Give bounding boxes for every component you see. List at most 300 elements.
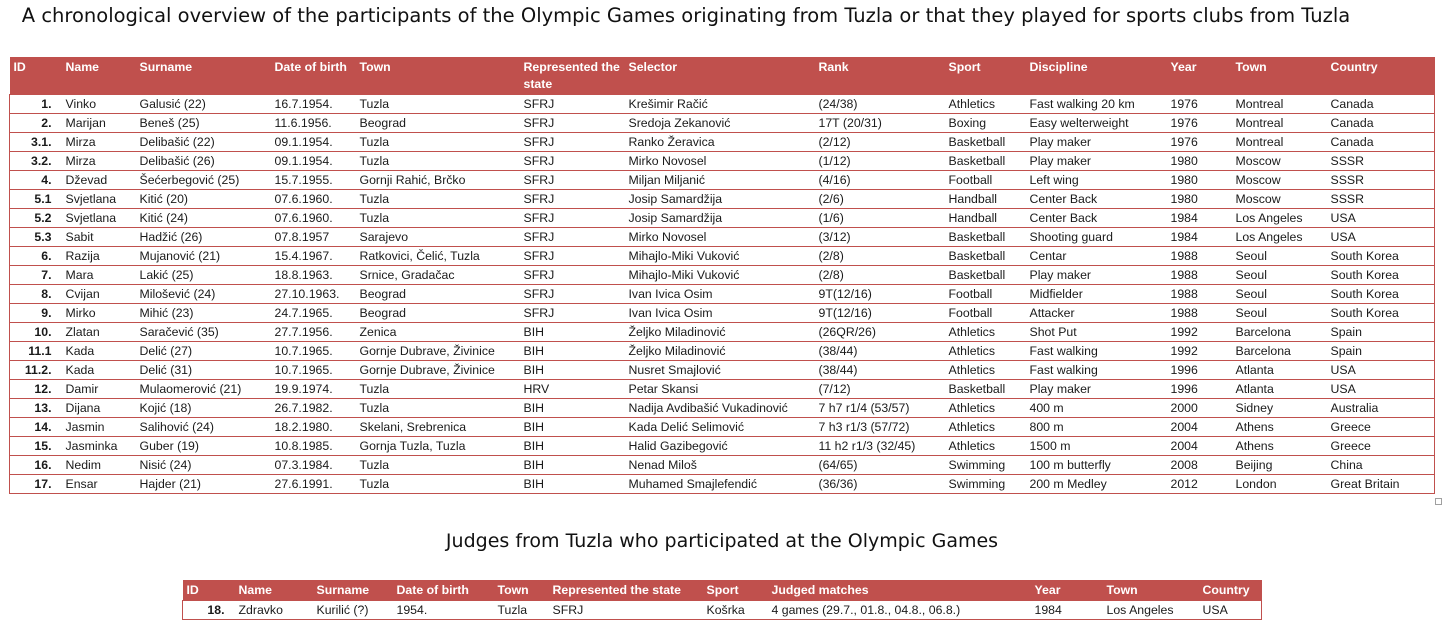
table-cell: Mihić (23) (136, 304, 271, 323)
table-cell: Play maker (1026, 380, 1167, 399)
table-cell: 27.7.1956. (271, 323, 356, 342)
table-cell: Mulaomerović (21) (136, 380, 271, 399)
table-cell: 1988 (1167, 247, 1232, 266)
table-cell: 1976 (1167, 114, 1232, 133)
table-cell: 1996 (1167, 361, 1232, 380)
table-cell: 7 h7 r1/4 (53/57) (815, 399, 945, 418)
judges-title: Judges from Tuzla who participated at the Olympic Games (445, 530, 999, 552)
table-row (10, 95, 1435, 114)
table-cell: (2/8) (815, 247, 945, 266)
table-cell: 09.1.1954. (271, 152, 356, 171)
table-cell: 10.8.1985. (271, 437, 356, 456)
table-cell: SFRJ (520, 190, 625, 209)
table-row (10, 323, 1435, 342)
table-cell: Easy welterweight (1026, 114, 1167, 133)
table-row (10, 475, 1435, 494)
table-cell: Tuzla (356, 399, 520, 418)
table-cell: (24/38) (815, 95, 945, 114)
table-cell: Dijana (62, 399, 136, 418)
row-id: 10. (10, 323, 62, 342)
table-cell: Fast walking 20 km (1026, 95, 1167, 114)
table-cell: Tuzla (356, 152, 520, 171)
column-header: Rank (815, 57, 945, 95)
table-cell: SFRJ (520, 266, 625, 285)
table-cell: Center Back (1026, 190, 1167, 209)
table-cell: 07.3.1984. (271, 456, 356, 475)
table-cell: 1984 (1167, 228, 1232, 247)
table-cell: BIH (520, 361, 625, 380)
table-cell: Play maker (1026, 266, 1167, 285)
table-cell: 2004 (1167, 437, 1232, 456)
table-cell: SSSR (1327, 152, 1435, 171)
table-row (10, 418, 1435, 437)
table-cell: Swimming (945, 475, 1026, 494)
row-id: 2. (10, 114, 62, 133)
table-cell: Boxing (945, 114, 1026, 133)
table-cell: (38/44) (815, 361, 945, 380)
row-id: 16. (10, 456, 62, 475)
table-cell: (7/12) (815, 380, 945, 399)
table-cell: 1984 (1031, 601, 1103, 620)
table-cell: Canada (1327, 114, 1435, 133)
table-cell: 1954. (393, 601, 494, 620)
table-cell: South Korea (1327, 285, 1435, 304)
table-cell: USA (1327, 209, 1435, 228)
table-cell: Los Angeles (1232, 228, 1327, 247)
table-cell: Barcelona (1232, 323, 1327, 342)
table-cell: Beograd (356, 304, 520, 323)
table-cell: Swimming (945, 456, 1026, 475)
table-cell: 07.8.1957 (271, 228, 356, 247)
table-cell: 1984 (1167, 209, 1232, 228)
table-cell: Nedim (62, 456, 136, 475)
column-header: Year (1031, 580, 1103, 601)
row-id: 1. (10, 95, 62, 114)
participants-table (9, 57, 1435, 494)
table-cell: Fast walking (1026, 342, 1167, 361)
table-cell: Sredoja Zekanović (625, 114, 815, 133)
table-cell: BIH (520, 437, 625, 456)
row-id: 11.1 (10, 342, 62, 361)
table-row (10, 247, 1435, 266)
table-cell: Sabit (62, 228, 136, 247)
table-cell: Tuzla (494, 601, 549, 620)
table-cell: Football (945, 304, 1026, 323)
table-cell: (26QR/26) (815, 323, 945, 342)
table-cell: Milošević (24) (136, 285, 271, 304)
table-cell: Svjetlana (62, 209, 136, 228)
table-cell: Josip Samardžija (625, 190, 815, 209)
table-cell: Nadija Avdibašić Vukadinović (625, 399, 815, 418)
table-cell: 07.6.1960. (271, 209, 356, 228)
table-cell: BIH (520, 456, 625, 475)
table-row (10, 285, 1435, 304)
table-cell: Shooting guard (1026, 228, 1167, 247)
column-header: Town (1103, 580, 1199, 601)
table-cell: Kada (62, 342, 136, 361)
column-header: Selector (625, 57, 815, 95)
table-cell: 100 m butterfly (1026, 456, 1167, 475)
row-id: 4. (10, 171, 62, 190)
column-header: Surname (313, 580, 393, 601)
table-cell: Mujanović (21) (136, 247, 271, 266)
table-cell: Gornje Dubrave, Živinice (356, 342, 520, 361)
table-cell: 9T(12/16) (815, 304, 945, 323)
table-cell: Tuzla (356, 133, 520, 152)
table-cell: Mara (62, 266, 136, 285)
table-cell: 1976 (1167, 95, 1232, 114)
table-cell: 18.8.1963. (271, 266, 356, 285)
row-id: 6. (10, 247, 62, 266)
table-cell: SFRJ (520, 304, 625, 323)
table-cell: Mirza (62, 152, 136, 171)
table-row (10, 380, 1435, 399)
table-cell: Nenad Miloš (625, 456, 815, 475)
table-cell: South Korea (1327, 266, 1435, 285)
table-cell: Delibašić (26) (136, 152, 271, 171)
table-row (183, 601, 1262, 620)
table-cell: Beograd (356, 114, 520, 133)
table-cell: Los Angeles (1232, 209, 1327, 228)
table-cell: Tuzla (356, 456, 520, 475)
table-cell: Basketball (945, 247, 1026, 266)
table-cell: Kitić (24) (136, 209, 271, 228)
column-header: Sport (945, 57, 1026, 95)
table-cell: Montreal (1232, 95, 1327, 114)
table-cell: Košrka (703, 601, 768, 620)
table-cell: 1988 (1167, 304, 1232, 323)
table-cell: 1992 (1167, 323, 1232, 342)
table-cell: Athletics (945, 399, 1026, 418)
table-cell: Guber (19) (136, 437, 271, 456)
table-cell: South Korea (1327, 247, 1435, 266)
row-id: 5.3 (10, 228, 62, 247)
column-header: Judged matches (768, 580, 1031, 601)
table-row (10, 114, 1435, 133)
table-cell: Zenica (356, 323, 520, 342)
table-cell: (1/6) (815, 209, 945, 228)
table-cell: Basketball (945, 266, 1026, 285)
table-cell: 10.7.1965. (271, 342, 356, 361)
table-cell: Athletics (945, 95, 1026, 114)
table-header-row (183, 580, 1262, 601)
table-cell: Moscow (1232, 171, 1327, 190)
table-cell: (2/6) (815, 190, 945, 209)
table-cell: 9T(12/16) (815, 285, 945, 304)
table-row (10, 399, 1435, 418)
table-cell: Galusić (22) (136, 95, 271, 114)
table-cell: Saračević (35) (136, 323, 271, 342)
table-cell: Delibašić (22) (136, 133, 271, 152)
table-cell: SFRJ (520, 228, 625, 247)
table-cell: Greece (1327, 418, 1435, 437)
column-header: Represented the state (520, 57, 625, 95)
table-cell: (1/12) (815, 152, 945, 171)
table-cell: Gornja Tuzla, Tuzla (356, 437, 520, 456)
table-row (10, 304, 1435, 323)
table-cell: Mirko Novosel (625, 228, 815, 247)
table-cell: Miljan Miljanić (625, 171, 815, 190)
table-cell: Seoul (1232, 266, 1327, 285)
table-cell: Tuzla (356, 380, 520, 399)
table-cell: 16.7.1954. (271, 95, 356, 114)
table-cell: London (1232, 475, 1327, 494)
table-cell: Cvijan (62, 285, 136, 304)
table-cell: SFRJ (520, 152, 625, 171)
table-cell: 15.7.1955. (271, 171, 356, 190)
table-cell: Ivan Ivica Osim (625, 285, 815, 304)
table-cell: (36/36) (815, 475, 945, 494)
column-header: ID (183, 580, 235, 601)
table-cell: 7 h3 r1/3 (57/72) (815, 418, 945, 437)
table-cell: Los Angeles (1103, 601, 1199, 620)
table-cell: BIH (520, 418, 625, 437)
table-cell: SSSR (1327, 171, 1435, 190)
table-cell: SFRJ (520, 114, 625, 133)
table-cell: USA (1327, 380, 1435, 399)
table-cell: Shot Put (1026, 323, 1167, 342)
column-header: Town (1232, 57, 1327, 95)
table-cell: 24.7.1965. (271, 304, 356, 323)
table-cell: (64/65) (815, 456, 945, 475)
table-row (10, 209, 1435, 228)
table-cell: BIH (520, 399, 625, 418)
table-cell: Football (945, 285, 1026, 304)
table-cell: 1500 m (1026, 437, 1167, 456)
table-row (10, 171, 1435, 190)
table-cell: HRV (520, 380, 625, 399)
table-cell: Željko Miladinović (625, 323, 815, 342)
table-cell: Kada Delić Selimović (625, 418, 815, 437)
table-row (10, 228, 1435, 247)
table-cell: USA (1327, 228, 1435, 247)
table-cell: SFRJ (520, 209, 625, 228)
table-cell: Mirza (62, 133, 136, 152)
table-cell: Athletics (945, 437, 1026, 456)
table-cell: (38/44) (815, 342, 945, 361)
table-cell: Basketball (945, 152, 1026, 171)
table-cell: Handball (945, 209, 1026, 228)
row-id: 3.1. (10, 133, 62, 152)
row-id: 9. (10, 304, 62, 323)
column-header: Name (235, 580, 313, 601)
table-cell: (4/16) (815, 171, 945, 190)
table-cell: Dževad (62, 171, 136, 190)
column-header: Surname (136, 57, 271, 95)
table-cell: South Korea (1327, 304, 1435, 323)
table-cell: Tuzla (356, 190, 520, 209)
table-cell: Athletics (945, 418, 1026, 437)
row-id: 8. (10, 285, 62, 304)
table-cell: Basketball (945, 228, 1026, 247)
table-cell: Spain (1327, 342, 1435, 361)
table-cell: 27.10.1963. (271, 285, 356, 304)
table-cell: Attacker (1026, 304, 1167, 323)
table-cell: Tuzla (356, 95, 520, 114)
table-cell: Handball (945, 190, 1026, 209)
table-cell: 2000 (1167, 399, 1232, 418)
table-cell: 1980 (1167, 152, 1232, 171)
column-header: Year (1167, 57, 1232, 95)
column-header: Town (494, 580, 549, 601)
table-row (10, 152, 1435, 171)
row-id: 14. (10, 418, 62, 437)
column-header: ID (10, 57, 62, 95)
table-cell: Basketball (945, 133, 1026, 152)
column-header: Country (1327, 57, 1435, 95)
table-row (10, 133, 1435, 152)
table-cell: 17T (20/31) (815, 114, 945, 133)
table-cell: BIH (520, 323, 625, 342)
row-id: 18. (183, 601, 235, 620)
table-cell: 09.1.1954. (271, 133, 356, 152)
table-cell: SFRJ (549, 601, 703, 620)
table-cell: BIH (520, 342, 625, 361)
row-id: 5.1 (10, 190, 62, 209)
table-cell: 27.6.1991. (271, 475, 356, 494)
table-cell: 26.7.1982. (271, 399, 356, 418)
row-id: 17. (10, 475, 62, 494)
table-cell: Delić (31) (136, 361, 271, 380)
table-cell: 200 m Medley (1026, 475, 1167, 494)
table-cell: 1988 (1167, 285, 1232, 304)
table-cell: Gornje Dubrave, Živinice (356, 361, 520, 380)
table-cell: Krešimir Račić (625, 95, 815, 114)
table-cell: USA (1327, 361, 1435, 380)
table-cell: Željko Miladinović (625, 342, 815, 361)
table-cell: Basketball (945, 380, 1026, 399)
table-resize-handle[interactable] (1435, 498, 1442, 505)
table-cell: Ensar (62, 475, 136, 494)
table-cell: Jasminka (62, 437, 136, 456)
column-header: Country (1199, 580, 1262, 601)
table-cell: Marijan (62, 114, 136, 133)
table-cell: Moscow (1232, 152, 1327, 171)
table-cell: Athens (1232, 418, 1327, 437)
table-cell: Seoul (1232, 247, 1327, 266)
table-cell: Left wing (1026, 171, 1167, 190)
table-cell: 15.4.1967. (271, 247, 356, 266)
table-cell: 2012 (1167, 475, 1232, 494)
table-cell: SFRJ (520, 95, 625, 114)
table-cell: Canada (1327, 95, 1435, 114)
table-cell: SFRJ (520, 133, 625, 152)
table-cell: Australia (1327, 399, 1435, 418)
column-header: Town (356, 57, 520, 95)
table-cell: Sidney (1232, 399, 1327, 418)
table-cell: Nisić (24) (136, 456, 271, 475)
table-cell: SFRJ (520, 171, 625, 190)
table-cell: Razija (62, 247, 136, 266)
table-cell: Great Britain (1327, 475, 1435, 494)
table-cell: 19.9.1974. (271, 380, 356, 399)
table-cell: Tuzla (356, 209, 520, 228)
table-cell: Mihajlo-Miki Vuković (625, 266, 815, 285)
table-cell: Mihajlo-Miki Vuković (625, 247, 815, 266)
table-cell: (2/12) (815, 133, 945, 152)
table-cell: Srnice, Gradačac (356, 266, 520, 285)
column-header: Date of birth (271, 57, 356, 95)
table-cell: Center Back (1026, 209, 1167, 228)
column-header: Discipline (1026, 57, 1167, 95)
table-cell: Muhamed Smajlefendić (625, 475, 815, 494)
table-cell: Sarajevo (356, 228, 520, 247)
column-header: Represented the state (549, 580, 703, 601)
table-cell: 400 m (1026, 399, 1167, 418)
table-cell: 800 m (1026, 418, 1167, 437)
table-cell: Beograd (356, 285, 520, 304)
table-cell: 2008 (1167, 456, 1232, 475)
table-cell: Midfielder (1026, 285, 1167, 304)
table-cell: Ivan Ivica Osim (625, 304, 815, 323)
table-cell: Lakić (25) (136, 266, 271, 285)
table-row (10, 361, 1435, 380)
table-cell: Athens (1232, 437, 1327, 456)
table-cell: USA (1199, 601, 1262, 620)
table-cell: 11.6.1956. (271, 114, 356, 133)
table-cell: Athletics (945, 342, 1026, 361)
table-cell: Kitić (20) (136, 190, 271, 209)
table-row (10, 190, 1435, 209)
table-cell: China (1327, 456, 1435, 475)
table-cell: Tuzla (356, 475, 520, 494)
table-cell: Hadžić (26) (136, 228, 271, 247)
table-cell: Seoul (1232, 285, 1327, 304)
table-cell: Seoul (1232, 304, 1327, 323)
table-cell: Spain (1327, 323, 1435, 342)
column-header: Date of birth (393, 580, 494, 601)
table-cell: Atlanta (1232, 361, 1327, 380)
row-id: 3.2. (10, 152, 62, 171)
table-cell: Canada (1327, 133, 1435, 152)
table-cell: Montreal (1232, 114, 1327, 133)
judges-table (182, 580, 1262, 620)
table-cell: 1996 (1167, 380, 1232, 399)
row-id: 12. (10, 380, 62, 399)
table-cell: Fast walking (1026, 361, 1167, 380)
table-cell: 2004 (1167, 418, 1232, 437)
table-cell: Athletics (945, 361, 1026, 380)
table-cell: Kurilić (?) (313, 601, 393, 620)
table-cell: Athletics (945, 323, 1026, 342)
table-cell: Petar Skansi (625, 380, 815, 399)
table-cell: Play maker (1026, 133, 1167, 152)
table-row (10, 437, 1435, 456)
table-cell: Ranko Žeravica (625, 133, 815, 152)
table-cell: Šećerbegović (25) (136, 171, 271, 190)
table-cell: 1980 (1167, 190, 1232, 209)
table-cell: Zdravko (235, 601, 313, 620)
table-row (10, 266, 1435, 285)
table-cell: Josip Samardžija (625, 209, 815, 228)
table-cell: Play maker (1026, 152, 1167, 171)
row-id: 11.2. (10, 361, 62, 380)
table-cell: 10.7.1965. (271, 361, 356, 380)
table-cell: Centar (1026, 247, 1167, 266)
table-cell: 1976 (1167, 133, 1232, 152)
table-cell: Hajder (21) (136, 475, 271, 494)
table-cell: Delić (27) (136, 342, 271, 361)
table-cell: Salihović (24) (136, 418, 271, 437)
table-header-row (10, 57, 1435, 95)
table-cell: Zlatan (62, 323, 136, 342)
table-cell: BIH (520, 475, 625, 494)
table-cell: 1992 (1167, 342, 1232, 361)
table-cell: Montreal (1232, 133, 1327, 152)
table-cell: Kojić (18) (136, 399, 271, 418)
table-cell: Moscow (1232, 190, 1327, 209)
table-cell: Jasmin (62, 418, 136, 437)
